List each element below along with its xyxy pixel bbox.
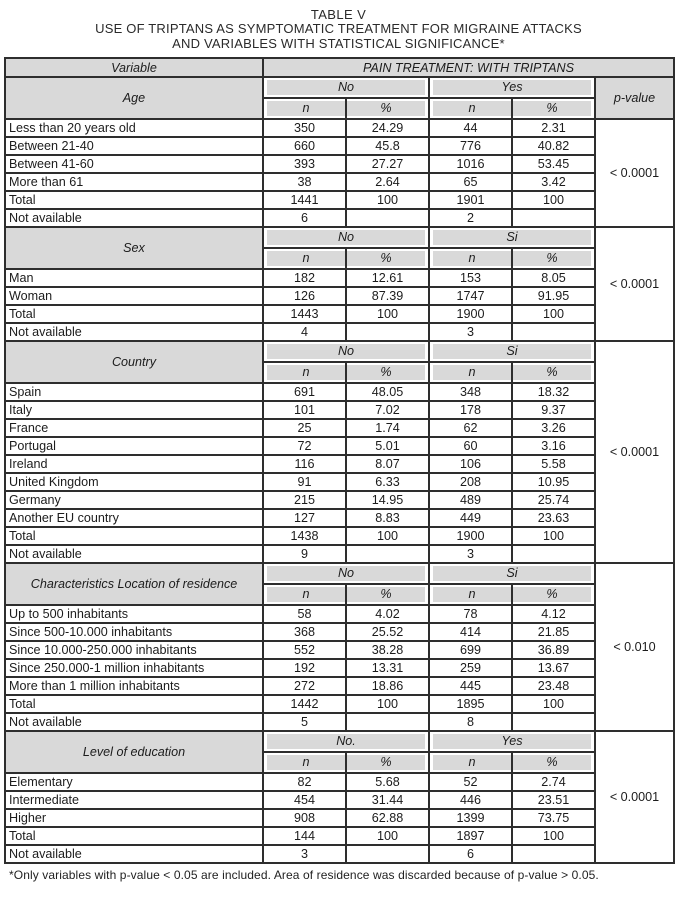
no-group-header bbox=[263, 227, 429, 248]
yes-pct-header bbox=[512, 362, 595, 383]
table-row bbox=[5, 191, 674, 209]
yes-group-header-box: Si bbox=[433, 566, 591, 581]
no-n-cell: 393 bbox=[263, 155, 346, 173]
table-title-line1: USE OF TRIPTANS AS SYMPTOMATIC TREATMENT FOR MIGRAINE ATTACKS bbox=[95, 21, 582, 36]
row-label: Italy bbox=[5, 401, 263, 419]
table-row bbox=[5, 827, 674, 845]
no-pct-cell bbox=[346, 323, 429, 341]
row-label: Total bbox=[5, 191, 263, 209]
yes-pct-cell: 2.74 bbox=[512, 773, 595, 791]
row-label: Higher bbox=[5, 809, 263, 827]
table-row bbox=[5, 455, 674, 473]
row-label: Not available bbox=[5, 209, 263, 227]
no-pct-cell: 7.02 bbox=[346, 401, 429, 419]
yes-n-cell: 259 bbox=[429, 659, 512, 677]
no-n-cell: 101 bbox=[263, 401, 346, 419]
no-pct-cell: 100 bbox=[346, 827, 429, 845]
no-n-cell: 1441 bbox=[263, 191, 346, 209]
table-label: TABLE V bbox=[310, 7, 367, 22]
row-label: More than 1 million inhabitants bbox=[5, 677, 263, 695]
yes-n-cell: 1895 bbox=[429, 695, 512, 713]
yes-n-cell: 52 bbox=[429, 773, 512, 791]
no-pct-cell: 8.83 bbox=[346, 509, 429, 527]
yes-pct-cell: 4.12 bbox=[512, 605, 595, 623]
no-pct-cell: 48.05 bbox=[346, 383, 429, 401]
yes-n-cell: 3 bbox=[429, 323, 512, 341]
yes-n-header-box: n bbox=[433, 365, 511, 380]
no-pct-header-box: % bbox=[347, 365, 425, 380]
no-n-header-box: n bbox=[267, 755, 345, 770]
yes-pct-cell: 100 bbox=[512, 305, 595, 323]
row-label: Not available bbox=[5, 545, 263, 563]
no-n-cell: 82 bbox=[263, 773, 346, 791]
row-label: Since 10.000-250.000 inhabitants bbox=[5, 641, 263, 659]
no-n-header-box: n bbox=[267, 251, 345, 266]
no-group-header-box: No bbox=[267, 230, 425, 245]
no-group-header bbox=[263, 563, 429, 584]
yes-pct-cell bbox=[512, 845, 595, 863]
table-row bbox=[5, 713, 674, 731]
row-label: Man bbox=[5, 269, 263, 287]
yes-n-cell: 414 bbox=[429, 623, 512, 641]
section-name: Country bbox=[5, 341, 263, 383]
row-label: Total bbox=[5, 527, 263, 545]
no-group-header-box: No bbox=[267, 344, 425, 359]
yes-pct-cell: 23.63 bbox=[512, 509, 595, 527]
no-n-cell: 144 bbox=[263, 827, 346, 845]
p-value-header: p-value bbox=[595, 77, 674, 119]
table-row bbox=[5, 269, 674, 287]
yes-n-header-box: n bbox=[433, 587, 511, 602]
no-n-cell: 4 bbox=[263, 323, 346, 341]
yes-n-cell: 449 bbox=[429, 509, 512, 527]
yes-pct-header-box: % bbox=[513, 101, 591, 116]
yes-pct-cell: 91.95 bbox=[512, 287, 595, 305]
yes-pct-cell: 40.82 bbox=[512, 137, 595, 155]
no-n-cell: 9 bbox=[263, 545, 346, 563]
yes-n-header bbox=[429, 98, 512, 119]
no-n-cell: 908 bbox=[263, 809, 346, 827]
yes-group-header bbox=[429, 77, 595, 98]
row-label: Intermediate bbox=[5, 791, 263, 809]
no-pct-cell: 4.02 bbox=[346, 605, 429, 623]
yes-group-header-box: Yes bbox=[433, 80, 591, 95]
no-pct-cell: 2.64 bbox=[346, 173, 429, 191]
no-pct-cell: 24.29 bbox=[346, 119, 429, 137]
no-n-cell: 691 bbox=[263, 383, 346, 401]
row-label: Not available bbox=[5, 323, 263, 341]
row-label: Total bbox=[5, 827, 263, 845]
yes-n-cell: 3 bbox=[429, 545, 512, 563]
no-pct-header bbox=[346, 248, 429, 269]
yes-pct-cell: 10.95 bbox=[512, 473, 595, 491]
table-row bbox=[5, 155, 674, 173]
yes-n-cell: 776 bbox=[429, 137, 512, 155]
no-n-header bbox=[263, 584, 346, 605]
yes-n-header-box: n bbox=[433, 251, 511, 266]
yes-n-cell: 178 bbox=[429, 401, 512, 419]
footnote: *Only variables with p-value < 0.05 are included. Area of residence was discarded because of p-value > 0.05. bbox=[9, 868, 599, 882]
yes-n-cell: 1900 bbox=[429, 527, 512, 545]
row-label: Between 41-60 bbox=[5, 155, 263, 173]
no-pct-cell: 62.88 bbox=[346, 809, 429, 827]
no-pct-header bbox=[346, 98, 429, 119]
no-pct-header bbox=[346, 362, 429, 383]
table-row bbox=[5, 323, 674, 341]
row-label: Another EU country bbox=[5, 509, 263, 527]
yes-n-header bbox=[429, 752, 512, 773]
yes-pct-cell: 23.48 bbox=[512, 677, 595, 695]
table-row bbox=[5, 491, 674, 509]
table-row bbox=[5, 677, 674, 695]
yes-n-header bbox=[429, 362, 512, 383]
no-pct-cell: 100 bbox=[346, 527, 429, 545]
row-label: France bbox=[5, 419, 263, 437]
yes-pct-header-box: % bbox=[513, 755, 591, 770]
no-group-header bbox=[263, 77, 429, 98]
yes-n-cell: 699 bbox=[429, 641, 512, 659]
yes-n-cell: 1897 bbox=[429, 827, 512, 845]
no-n-cell: 72 bbox=[263, 437, 346, 455]
row-label: Total bbox=[5, 695, 263, 713]
yes-pct-header bbox=[512, 248, 595, 269]
p-value-cell: < 0.0001 bbox=[595, 731, 674, 863]
yes-pct-cell: 21.85 bbox=[512, 623, 595, 641]
no-pct-header bbox=[346, 584, 429, 605]
yes-n-cell: 1399 bbox=[429, 809, 512, 827]
yes-pct-cell: 100 bbox=[512, 827, 595, 845]
no-n-cell: 25 bbox=[263, 419, 346, 437]
table-row bbox=[5, 419, 674, 437]
table-row bbox=[5, 809, 674, 827]
no-pct-cell: 25.52 bbox=[346, 623, 429, 641]
row-label: Since 500-10.000 inhabitants bbox=[5, 623, 263, 641]
no-pct-cell: 8.07 bbox=[346, 455, 429, 473]
no-group-header bbox=[263, 341, 429, 362]
yes-n-cell: 6 bbox=[429, 845, 512, 863]
no-group-header bbox=[263, 731, 429, 752]
p-value-cell: < 0.0001 bbox=[595, 119, 674, 227]
yes-group-header-box: Si bbox=[433, 230, 591, 245]
yes-group-header bbox=[429, 227, 595, 248]
table-row bbox=[5, 437, 674, 455]
no-pct-cell: 12.61 bbox=[346, 269, 429, 287]
row-label: Since 250.000-1 million inhabitants bbox=[5, 659, 263, 677]
yes-pct-cell: 2.31 bbox=[512, 119, 595, 137]
table-row bbox=[5, 287, 674, 305]
yes-n-cell: 65 bbox=[429, 173, 512, 191]
table-title-block bbox=[4, 7, 673, 51]
no-pct-cell: 13.31 bbox=[346, 659, 429, 677]
row-label: Woman bbox=[5, 287, 263, 305]
yes-n-cell: 1900 bbox=[429, 305, 512, 323]
no-pct-cell bbox=[346, 845, 429, 863]
no-pct-cell: 6.33 bbox=[346, 473, 429, 491]
yes-group-header bbox=[429, 341, 595, 362]
yes-group-header bbox=[429, 563, 595, 584]
section-group-row bbox=[5, 77, 674, 98]
section-group-row bbox=[5, 731, 674, 752]
yes-pct-header bbox=[512, 752, 595, 773]
treatment-header: PAIN TREATMENT: WITH TRIPTANS bbox=[263, 58, 674, 77]
table-row bbox=[5, 137, 674, 155]
no-pct-cell: 1.74 bbox=[346, 419, 429, 437]
yes-pct-cell: 13.67 bbox=[512, 659, 595, 677]
row-label: Ireland bbox=[5, 455, 263, 473]
no-n-header bbox=[263, 752, 346, 773]
no-pct-cell: 45.8 bbox=[346, 137, 429, 155]
yes-n-cell: 445 bbox=[429, 677, 512, 695]
no-pct-header-box: % bbox=[347, 251, 425, 266]
row-label: More than 61 bbox=[5, 173, 263, 191]
table-row bbox=[5, 659, 674, 677]
table-row bbox=[5, 527, 674, 545]
no-n-cell: 1438 bbox=[263, 527, 346, 545]
yes-n-cell: 62 bbox=[429, 419, 512, 437]
no-pct-cell: 38.28 bbox=[346, 641, 429, 659]
no-n-header-box: n bbox=[267, 101, 345, 116]
yes-pct-cell: 3.16 bbox=[512, 437, 595, 455]
section-group-row bbox=[5, 563, 674, 584]
no-pct-cell: 5.01 bbox=[346, 437, 429, 455]
no-pct-cell bbox=[346, 209, 429, 227]
yes-pct-cell bbox=[512, 323, 595, 341]
yes-pct-cell: 100 bbox=[512, 527, 595, 545]
no-group-header-box: No bbox=[267, 566, 425, 581]
no-n-header-box: n bbox=[267, 365, 345, 380]
yes-pct-header bbox=[512, 584, 595, 605]
no-pct-header-box: % bbox=[347, 755, 425, 770]
table-row bbox=[5, 545, 674, 563]
yes-n-cell: 78 bbox=[429, 605, 512, 623]
no-pct-cell: 27.27 bbox=[346, 155, 429, 173]
yes-group-header bbox=[429, 731, 595, 752]
table-row bbox=[5, 773, 674, 791]
yes-n-cell: 348 bbox=[429, 383, 512, 401]
no-pct-cell: 14.95 bbox=[346, 491, 429, 509]
yes-pct-cell: 3.42 bbox=[512, 173, 595, 191]
table-title-line2: AND VARIABLES WITH STATISTICAL SIGNIFICANCE* bbox=[172, 35, 505, 51]
yes-pct-cell bbox=[512, 545, 595, 563]
yes-pct-cell: 8.05 bbox=[512, 269, 595, 287]
yes-pct-cell: 100 bbox=[512, 695, 595, 713]
p-value-cell: < 0.010 bbox=[595, 563, 674, 731]
no-n-cell: 91 bbox=[263, 473, 346, 491]
no-n-cell: 1443 bbox=[263, 305, 346, 323]
yes-pct-header-box: % bbox=[513, 587, 591, 602]
triptans-table bbox=[4, 57, 675, 864]
no-pct-cell: 100 bbox=[346, 305, 429, 323]
yes-n-cell: 106 bbox=[429, 455, 512, 473]
yes-n-cell: 489 bbox=[429, 491, 512, 509]
yes-pct-cell: 25.74 bbox=[512, 491, 595, 509]
yes-pct-cell bbox=[512, 713, 595, 731]
row-label: United Kingdom bbox=[5, 473, 263, 491]
row-label: Portugal bbox=[5, 437, 263, 455]
yes-n-header-box: n bbox=[433, 755, 511, 770]
yes-n-cell: 2 bbox=[429, 209, 512, 227]
yes-n-cell: 446 bbox=[429, 791, 512, 809]
row-label: Not available bbox=[5, 713, 263, 731]
no-n-cell: 38 bbox=[263, 173, 346, 191]
row-label: Not available bbox=[5, 845, 263, 863]
section-name: Characteristics Location of residence bbox=[5, 563, 263, 605]
section-name: Level of education bbox=[5, 731, 263, 773]
yes-pct-cell: 18.32 bbox=[512, 383, 595, 401]
row-label: Elementary bbox=[5, 773, 263, 791]
no-group-header-box: No. bbox=[267, 734, 425, 749]
yes-pct-cell: 23.51 bbox=[512, 791, 595, 809]
table-row bbox=[5, 641, 674, 659]
no-n-header bbox=[263, 248, 346, 269]
yes-n-cell: 1901 bbox=[429, 191, 512, 209]
table-row bbox=[5, 209, 674, 227]
table-row bbox=[5, 509, 674, 527]
no-n-cell: 272 bbox=[263, 677, 346, 695]
yes-n-header-box: n bbox=[433, 101, 511, 116]
yes-pct-cell: 3.26 bbox=[512, 419, 595, 437]
yes-group-header-box: Si bbox=[433, 344, 591, 359]
no-pct-header bbox=[346, 752, 429, 773]
no-pct-cell: 31.44 bbox=[346, 791, 429, 809]
table-row bbox=[5, 401, 674, 419]
p-value-cell: < 0.0001 bbox=[595, 341, 674, 563]
yes-n-header bbox=[429, 584, 512, 605]
table-row bbox=[5, 473, 674, 491]
no-n-cell: 116 bbox=[263, 455, 346, 473]
no-n-cell: 192 bbox=[263, 659, 346, 677]
yes-pct-cell: 36.89 bbox=[512, 641, 595, 659]
p-value-cell: < 0.0001 bbox=[595, 227, 674, 341]
no-n-header-box: n bbox=[267, 587, 345, 602]
no-n-cell: 1442 bbox=[263, 695, 346, 713]
table-row bbox=[5, 791, 674, 809]
table-row bbox=[5, 173, 674, 191]
table-row bbox=[5, 305, 674, 323]
row-label: Total bbox=[5, 305, 263, 323]
yes-pct-cell: 73.75 bbox=[512, 809, 595, 827]
no-n-cell: 6 bbox=[263, 209, 346, 227]
yes-n-cell: 44 bbox=[429, 119, 512, 137]
yes-pct-header-box: % bbox=[513, 365, 591, 380]
no-n-cell: 660 bbox=[263, 137, 346, 155]
table-row bbox=[5, 119, 674, 137]
yes-pct-cell: 53.45 bbox=[512, 155, 595, 173]
yes-pct-cell: 5.58 bbox=[512, 455, 595, 473]
yes-pct-cell: 100 bbox=[512, 191, 595, 209]
row-label: Germany bbox=[5, 491, 263, 509]
row-label: Between 21-40 bbox=[5, 137, 263, 155]
no-n-cell: 58 bbox=[263, 605, 346, 623]
yes-n-cell: 208 bbox=[429, 473, 512, 491]
no-pct-cell bbox=[346, 713, 429, 731]
no-n-cell: 215 bbox=[263, 491, 346, 509]
no-pct-cell bbox=[346, 545, 429, 563]
section-name: Age bbox=[5, 77, 263, 119]
yes-pct-header-box: % bbox=[513, 251, 591, 266]
no-pct-cell: 87.39 bbox=[346, 287, 429, 305]
table-row bbox=[5, 605, 674, 623]
row-label: Less than 20 years old bbox=[5, 119, 263, 137]
variable-header: Variable bbox=[5, 58, 263, 77]
yes-n-cell: 8 bbox=[429, 713, 512, 731]
yes-n-header bbox=[429, 248, 512, 269]
no-pct-cell: 5.68 bbox=[346, 773, 429, 791]
table-header-row bbox=[5, 58, 674, 77]
no-pct-header-box: % bbox=[347, 101, 425, 116]
no-n-cell: 5 bbox=[263, 713, 346, 731]
row-label: Spain bbox=[5, 383, 263, 401]
no-n-header bbox=[263, 362, 346, 383]
no-n-header bbox=[263, 98, 346, 119]
table-row bbox=[5, 383, 674, 401]
no-pct-cell: 100 bbox=[346, 191, 429, 209]
yes-pct-header bbox=[512, 98, 595, 119]
no-n-cell: 3 bbox=[263, 845, 346, 863]
no-n-cell: 552 bbox=[263, 641, 346, 659]
table-row bbox=[5, 695, 674, 713]
section-group-row bbox=[5, 341, 674, 362]
yes-n-cell: 153 bbox=[429, 269, 512, 287]
yes-n-cell: 1747 bbox=[429, 287, 512, 305]
table-row bbox=[5, 845, 674, 863]
section-group-row bbox=[5, 227, 674, 248]
yes-n-cell: 1016 bbox=[429, 155, 512, 173]
yes-pct-cell: 9.37 bbox=[512, 401, 595, 419]
no-group-header-box: No bbox=[267, 80, 425, 95]
row-label: Up to 500 inhabitants bbox=[5, 605, 263, 623]
no-pct-cell: 18.86 bbox=[346, 677, 429, 695]
no-pct-header-box: % bbox=[347, 587, 425, 602]
no-n-cell: 350 bbox=[263, 119, 346, 137]
no-n-cell: 182 bbox=[263, 269, 346, 287]
yes-pct-cell bbox=[512, 209, 595, 227]
yes-n-cell: 60 bbox=[429, 437, 512, 455]
yes-group-header-box: Yes bbox=[433, 734, 591, 749]
no-pct-cell: 100 bbox=[346, 695, 429, 713]
table-row bbox=[5, 623, 674, 641]
no-n-cell: 368 bbox=[263, 623, 346, 641]
section-name: Sex bbox=[5, 227, 263, 269]
no-n-cell: 454 bbox=[263, 791, 346, 809]
no-n-cell: 127 bbox=[263, 509, 346, 527]
no-n-cell: 126 bbox=[263, 287, 346, 305]
